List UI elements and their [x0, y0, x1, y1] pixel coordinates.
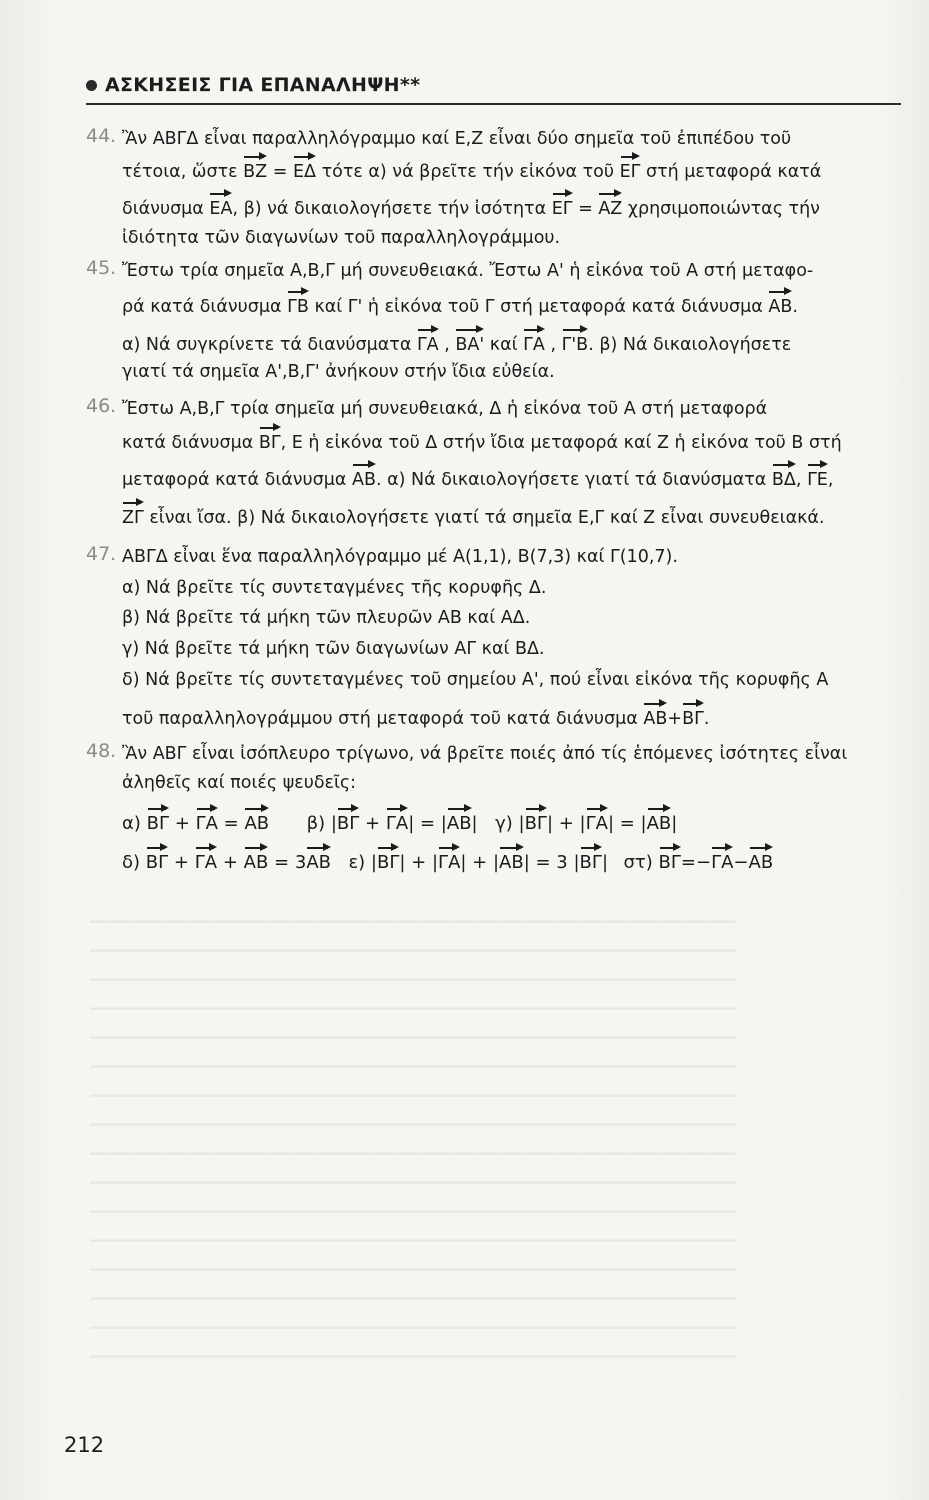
- vector-eg: ΕΓ: [619, 162, 641, 182]
- vector-ga: ΓΑ: [194, 852, 218, 873]
- eq-d: [122, 852, 337, 873]
- vector-eg: ΕΓ: [551, 199, 573, 219]
- eq-op: =−: [680, 852, 712, 873]
- ex45-comma: ,: [550, 335, 557, 355]
- vector-bd: ΒΔ: [771, 470, 796, 490]
- vector-ga: ΓΑ: [523, 335, 545, 355]
- vector-az: ΑΖ: [598, 199, 623, 219]
- ex44-eq: =: [578, 199, 593, 219]
- eq-op: −: [733, 852, 749, 873]
- ex45-line3: [122, 333, 791, 357]
- eq-op: | + |: [460, 852, 500, 873]
- vector-ge: ΓΕ: [807, 470, 828, 490]
- ex46-text: μεταφορά κατά διάνυσμα: [122, 470, 347, 490]
- eq-op: = 3: [274, 852, 307, 873]
- header-rule: [86, 103, 901, 105]
- eq-e: [348, 852, 613, 873]
- vector-zg: ΖΓ: [122, 508, 144, 528]
- ex46-text: . α) Νά δικαιολογήσετε γιατί τά διανύσματα: [376, 470, 767, 490]
- vector-bg: ΒΓ: [145, 852, 169, 873]
- ex45-text: α) Νά συγκρίνετε τά διανύσματα: [122, 335, 412, 355]
- ex45-text: . β) Νά δικαιολογήσετε: [588, 335, 792, 355]
- vector-ab: ΑΒ: [643, 709, 668, 729]
- vector-ga: ΓΑ: [416, 335, 439, 355]
- eq-op: | + |: [399, 852, 439, 873]
- ex47-line1: ΑΒΓΔ εἶναι ἕνα παραλληλόγραμμο μέ Α(1,1), Β(7,3) καί Γ(10,7).: [122, 547, 678, 567]
- vector-bg: ΒΓ: [658, 852, 681, 873]
- ex47-text: τοῦ παραλληλογράμμου στή μεταφορά τοῦ κατά διάνυσμα: [122, 709, 638, 729]
- vector-ab: ΑΒ: [352, 470, 376, 490]
- eq-c: [495, 813, 677, 834]
- eq-op: =: [223, 813, 239, 834]
- vector-ga: ΓΑ: [195, 813, 218, 834]
- ex46-text: εἶναι ἴσα. β) Νά δικαιολογήσετε γιατί τά σημεῖα Ε,Γ καί Ζ εἶναι συνευθειακά.: [149, 508, 825, 528]
- ex45-text: καί Γ' ἡ εἰκόνα τοῦ Γ στή μεταφορά κατά διάνυσμα: [314, 297, 763, 317]
- vector-ed: ΕΔ: [292, 162, 316, 182]
- ex48-equations-row2: [122, 851, 773, 875]
- exercise-number-48: 48.: [86, 740, 117, 762]
- exercise-number-46: 46.: [86, 395, 117, 417]
- vector-bg: ΒΓ: [258, 433, 281, 453]
- vector-bg: ΒΓ: [524, 813, 547, 834]
- eq-op: +: [173, 852, 189, 873]
- exercise-number-44: 44.: [86, 125, 117, 147]
- eq-label: στ): [623, 852, 653, 873]
- vector-ab: ΑΒ: [646, 813, 672, 834]
- ex44-text: διάνυσμα: [122, 199, 204, 219]
- ex47-line5: δ) Νά βρεῖτε τίς συντεταγμένες τοῦ σημείου Α', πού εἶναι εἰκόνα τῆς κορυφῆς Α: [122, 670, 829, 690]
- section-header: [86, 74, 420, 96]
- eq-f: [623, 852, 773, 873]
- ex44-text: τέτοια, ὥστε: [122, 162, 238, 182]
- ex48-line2: ἀληθεῖς καί ποιές ψευδεῖς:: [122, 773, 357, 793]
- ex45-comma: ,: [444, 335, 450, 355]
- vector-bz: ΒΖ: [243, 162, 268, 182]
- ex45-line1: Ἔστω τρία σημεῖα Α,Β,Γ μή συνευθειακά. Ἔστω Α' ἡ εἰκόνα τοῦ Α στή μεταφο-: [122, 261, 814, 281]
- ex45-line2: [122, 295, 798, 319]
- ex46-text: κατά διάνυσμα: [122, 433, 254, 453]
- vector-bg: ΒΓ: [336, 813, 360, 834]
- eq-op: +: [222, 852, 238, 873]
- ex46-line2: [122, 431, 842, 455]
- eq-op: |: [471, 813, 478, 834]
- eq-op: |: [601, 852, 609, 873]
- vector-ga: ΓΑ: [385, 813, 409, 834]
- vector-ab: ΑΒ: [748, 852, 774, 873]
- eq-op: |: [671, 813, 678, 834]
- vector-ab: ΑΒ: [768, 297, 793, 317]
- vector-g-prime-b: Γ'Β: [561, 335, 589, 355]
- eq-op: | + |: [546, 813, 586, 834]
- ex46-line4: [122, 506, 825, 530]
- ex45-text: ρά κατά διάνυσμα: [122, 297, 282, 317]
- exercise-number-47: 47.: [86, 543, 117, 565]
- eq-label: β) |: [306, 813, 337, 834]
- ex44-text: , β) νά δικαιολογήσετε τήν ἰσότητα: [232, 199, 547, 219]
- eq-label: α): [122, 813, 141, 834]
- section-title: ΑΣΚΗΣΕΙΣ ΓΙΑ ΕΠΑΝΑΛΗΨΗ**: [105, 74, 421, 96]
- ex47-line2: α) Νά βρεῖτε τίς συντεταγμένες τῆς κορυφῆς Δ.: [122, 578, 547, 598]
- bullet-dot-icon: [86, 80, 97, 91]
- page-number: 212: [64, 1433, 105, 1457]
- eq-op: +: [365, 813, 381, 834]
- vector-ab: ΑΒ: [499, 852, 524, 873]
- ex47-line6: [122, 707, 709, 731]
- ex46-text: , Ε ἡ εἰκόνα τοῦ Δ στήν ἴδια μεταφορά καί Ζ ἡ εἰκόνα τοῦ Β στή: [280, 433, 842, 453]
- exercise-number-45: 45.: [86, 257, 117, 279]
- eq-op: | = |: [408, 813, 447, 834]
- ex44-line1: Ἂν ΑΒΓΔ εἶναι παραλληλόγραμμο καί Ε,Ζ εἶναι δύο σημεῖα τοῦ ἐπιπέδου τοῦ: [122, 129, 792, 149]
- ex44-line4: ἰδιότητα τῶν διαγωνίων τοῦ παραλληλογράμμου.: [122, 228, 561, 248]
- ex48-line1: Ἂν ΑΒΓ εἶναι ἰσόπλευρο τρίγωνο, νά βρεῖτε ποιές ἀπό τίς ἑπόμενες ἰσότητες εἶναι: [122, 744, 848, 764]
- vector-ea: ΕΑ: [209, 199, 233, 219]
- ex46-line1: Ἔστω Α,Β,Γ τρία σημεῖα μή συνευθειακά, Δ ἡ εἰκόνα τοῦ Α στή μεταφορά: [122, 399, 768, 419]
- eq-op: +: [174, 813, 190, 834]
- ex44-text: χρησιμοποιώντας τήν: [627, 199, 820, 219]
- ex44-text: στή μεταφορά κατά: [645, 162, 822, 182]
- ex46-comma: ,: [795, 470, 802, 490]
- vector-ga: ΓΑ: [438, 852, 461, 873]
- eq-label: γ) |: [495, 813, 525, 834]
- eq-b: [307, 813, 484, 834]
- ex48-equations-row1: [122, 812, 677, 836]
- ex46-line3: [122, 468, 833, 492]
- vector-bg: ΒΓ: [682, 709, 704, 729]
- vector-ab: ΑΒ: [446, 813, 472, 834]
- eq-label: δ): [122, 852, 141, 873]
- ex45-text: καί: [489, 335, 518, 355]
- vector-ab: ΑΒ: [244, 813, 270, 834]
- vector-bg: ΒΓ: [579, 852, 602, 873]
- vector-ab: ΑΒ: [306, 852, 331, 873]
- ex45-line4: γιατί τά σημεῖα Α',Β,Γ' ἀνήκουν στήν ἴδια εὐθεία.: [122, 362, 555, 382]
- eq-label: ε) |: [348, 852, 377, 873]
- ex47-line3: β) Νά βρεῖτε τά μήκη τῶν πλευρῶν ΑΒ καί ΑΔ.: [122, 608, 531, 628]
- eq-op: | = 3 |: [523, 852, 580, 873]
- show-through-texture: ▁▁▁▁▁▁▁▁▁▁▁▁▁▁▁▁▁▁▁▁▁▁▁▁▁▁▁▁▁▁▁▁▁▁▁▁▁▁▁▁▁▁▁▁▁▁▁▁▁▁▁▁▁▁▁▁ ▁▁▁▁▁▁▁▁▁▁▁▁▁▁▁▁▁▁▁▁▁▁▁▁▁▁▁▁▁▁▁▁▁▁▁▁▁▁▁▁▁▁▁▁▁▁▁▁▁▁▁▁▁▁▁▁ ▁▁▁▁▁▁▁▁▁▁▁▁▁▁▁▁▁▁▁▁▁▁▁▁▁▁▁▁▁▁▁▁▁▁▁▁▁▁▁▁▁▁▁▁▁▁▁▁▁▁▁▁▁▁▁▁ ▁▁▁▁▁▁▁▁▁▁▁▁▁▁▁▁▁▁▁▁▁▁▁▁▁▁▁▁▁▁▁▁▁▁▁▁▁▁▁▁▁▁▁▁▁▁▁▁▁▁▁▁▁▁▁▁ ▁▁▁▁▁▁▁▁▁▁▁▁▁▁▁▁▁▁▁▁▁▁▁▁▁▁▁▁▁▁▁▁▁▁▁▁▁▁▁▁▁▁▁▁▁▁▁▁▁▁▁▁▁▁▁▁ ▁▁▁▁▁▁▁▁▁▁▁▁▁▁▁▁▁▁▁▁▁▁▁▁▁▁▁▁▁▁▁▁▁▁▁▁▁▁▁▁▁▁▁▁▁▁▁▁▁▁▁▁▁▁▁▁ ▁▁▁▁▁▁▁▁▁▁▁▁▁▁▁▁▁▁▁▁▁▁▁▁▁▁▁▁▁▁▁▁▁▁▁▁▁▁▁▁▁▁▁▁▁▁▁▁▁▁▁▁▁▁▁▁ ▁▁▁▁▁▁▁▁▁▁▁▁▁▁▁▁▁▁▁▁▁▁▁▁▁▁▁▁▁▁▁▁▁▁▁▁▁▁▁▁▁▁▁▁▁▁▁▁▁▁▁▁▁▁▁▁ ▁▁▁▁▁▁▁▁▁▁▁▁▁▁▁▁▁▁▁▁▁▁▁▁▁▁▁▁▁▁▁▁▁▁▁▁▁▁▁▁▁▁▁▁▁▁▁▁▁▁▁▁▁▁▁▁ ▁▁▁▁▁▁▁▁▁▁▁▁▁▁▁▁▁▁▁▁▁▁▁▁▁▁▁▁▁▁▁▁▁▁▁▁▁▁▁▁▁▁▁▁▁▁▁▁▁▁▁▁▁▁▁▁ ▁▁▁▁▁▁▁▁▁▁▁▁▁▁▁▁▁▁▁▁▁▁▁▁▁▁▁▁▁▁▁▁▁▁▁▁▁▁▁▁▁▁▁▁▁▁▁▁▁▁▁▁▁▁▁▁ ▁▁▁▁▁▁▁▁▁▁▁▁▁▁▁▁▁▁▁▁▁▁▁▁▁▁▁▁▁▁▁▁▁▁▁▁▁▁▁▁▁▁▁▁▁▁▁▁▁▁▁▁▁▁▁▁ ▁▁▁▁▁▁▁▁▁▁▁▁▁▁▁▁▁▁▁▁▁▁▁▁▁▁▁▁▁▁▁▁▁▁▁▁▁▁▁▁▁▁▁▁▁▁▁▁▁▁▁▁▁▁▁▁ ▁▁▁▁▁▁▁▁▁▁▁▁▁▁▁▁▁▁▁▁▁▁▁▁▁▁▁▁▁▁▁▁▁▁▁▁▁▁▁▁▁▁▁▁▁▁▁▁▁▁▁▁▁▁▁▁ ▁▁▁▁▁▁▁▁▁▁▁▁▁▁▁▁▁▁▁▁▁▁▁▁▁▁▁▁▁▁▁▁▁▁▁▁▁▁▁▁▁▁▁▁▁▁▁▁▁▁▁▁▁▁▁▁ ▁▁▁▁▁▁▁▁▁▁▁▁▁▁▁▁▁▁▁▁▁▁▁▁▁▁▁▁▁▁▁▁▁▁▁▁▁▁▁▁▁▁▁▁▁▁▁▁▁▁▁▁▁▁▁▁: [90, 905, 736, 1358]
- ex44-eq: =: [272, 162, 288, 182]
- ex47-dot: .: [703, 709, 710, 729]
- ex44-line2: [122, 160, 821, 184]
- ex46-comma: ,: [827, 470, 834, 490]
- ex44-text: τότε α) νά βρεῖτε τήν εἰκόνα τοῦ: [321, 162, 615, 182]
- vector-gb: ΓΒ: [287, 297, 309, 317]
- ex44-line3: [122, 197, 820, 221]
- vector-bg: ΒΓ: [377, 852, 400, 873]
- vector-ga: ΓΑ: [585, 813, 608, 834]
- ex45-dot: .: [792, 297, 798, 317]
- vector-ga: ΓΑ: [711, 852, 734, 873]
- ex47-plus: +: [667, 709, 683, 729]
- vector-bg: ΒΓ: [146, 813, 170, 834]
- eq-op: | = |: [607, 813, 647, 834]
- ex47-line4: γ) Νά βρεῖτε τά μήκη τῶν διαγωνίων ΑΓ καί ΒΔ.: [122, 639, 545, 659]
- eq-a: [122, 813, 275, 834]
- vector-ab: ΑΒ: [243, 852, 269, 873]
- vector-ba-prime: ΒΑ': [455, 335, 485, 355]
